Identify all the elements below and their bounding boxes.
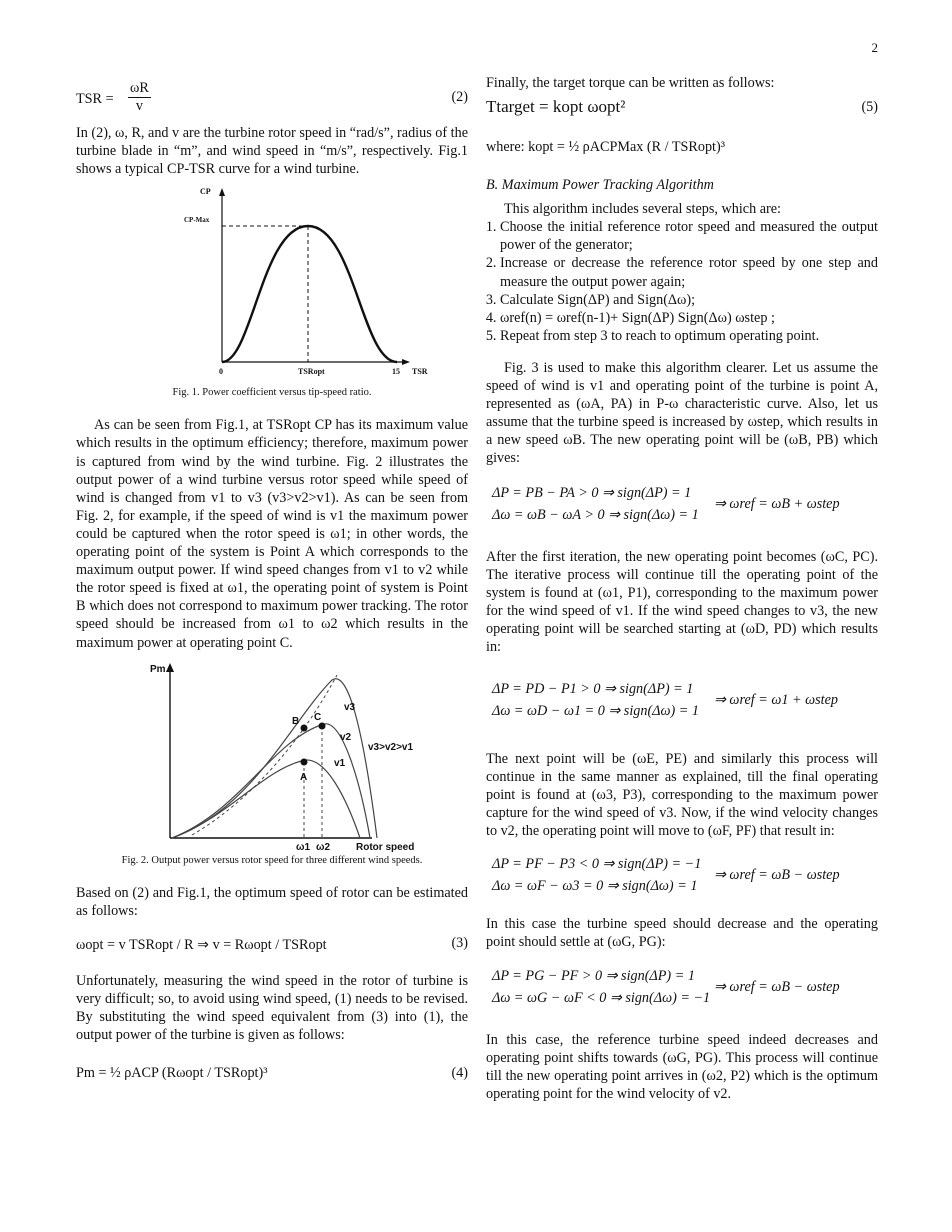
equation-5-where xyxy=(486,124,878,168)
sys2-result: ⇒ ωref = ω1 + ωstep xyxy=(714,692,839,709)
fig2-y-label: Pm xyxy=(150,663,166,675)
fig2-legend: v3>v2>v1 xyxy=(368,741,414,753)
equation-5 xyxy=(486,94,878,122)
sys3-result: ⇒ ωref = ωB − ωstep xyxy=(714,866,840,883)
sys4-line1: ΔP = PG − PF > 0 ⇒ sign(ΔP) = 1 xyxy=(492,967,695,984)
figure-1-caption: Fig. 1. Power coefficient versus tip-speed ratio. xyxy=(172,387,372,399)
step-item: 2. Increase or decrease the reference rotor speed by one step and measure the output power again; xyxy=(500,254,878,290)
sys2-line1: ΔP = PD − P1 > 0 ⇒ sign(ΔP) = 1 xyxy=(492,681,694,698)
sys1-result: ⇒ ωref = ωB + ωstep xyxy=(714,495,840,512)
sys3-line1: ΔP = PF − P3 < 0 ⇒ sign(ΔP) = −1 xyxy=(492,855,702,872)
figure-2-power-vs-rotor-speed xyxy=(102,660,442,853)
algorithm-steps xyxy=(486,218,878,345)
paragraph-fig3: Fig. 3 is used to make this algorithm clearer. Let us assume the speed of wind is v1 and operating point of the turbine is point A, represented as (ωA, PA) in P-ω characteristic curve. Also, let us assume that the turbine speed is increased by ωstep, which results in a new speed ωB. The new operating point will be (ωB, PB) which gives: xyxy=(486,359,878,467)
step-item: 5. Repeat from step 3 to reach to optimum operating point. xyxy=(500,327,878,345)
paragraph-next-point: The next point will be (ωE, PE) and similarly this process will continue in the same manner as explained, till the final operating point is found at (ω3, P3), corresponding to the maximum power capture for the wind speed of v3. Now, if the wind velocity changes to v2, the operating point will move to (ωF, PF) that result in: xyxy=(486,751,878,840)
equation-system-2 xyxy=(486,670,878,740)
equation-system-3 xyxy=(486,849,878,907)
right-column xyxy=(486,74,878,1103)
sys1-line1: ΔP = PB − PA > 0 ⇒ sign(ΔP) = 1 xyxy=(492,484,692,501)
eq3-number: (3) xyxy=(451,934,468,951)
fig1-x-tsropt: TSRopt xyxy=(298,367,325,377)
section-heading: B. Maximum Power Tracking Algorithm xyxy=(486,177,714,194)
eq2-numerator: ωR xyxy=(130,80,149,96)
eq2-lhs: TSR = xyxy=(76,91,114,107)
equation-system-1 xyxy=(486,476,878,538)
fig1-x-axis-label: TSR xyxy=(412,367,428,377)
fig2-point-a: A xyxy=(300,771,308,783)
sys3-line2: Δω = ωF − ω3 = 0 ⇒ sign(Δω) = 1 xyxy=(492,877,698,894)
sys4-line2: Δω = ωG − ωF < 0 ⇒ sign(Δω) = −1 xyxy=(492,989,711,1006)
page-number: 2 xyxy=(871,40,878,55)
paragraph-fig-discussion: As can be seen from Fig.1, at TSRopt CP has its maximum value which results in the optimum efficiency; therefore, maximum power is captured from wind by the wind turbine. Fig. 2 illustrates the output power of a wind turbine versus rotor speed while speed of wind is changed from v1 to v3 (v3>v2>v1). As can be seen from Fig. 2, for example, if the speed of wind is v1 the maximum power could be captured when the rotor speed is ω1; in other words, the operating point of the system is Point A which corresponds to the maximum output power. If wind speed changes from v1 to v2 while the rotor speed is fixed at ω1, the operating point of system is Point B which does not correspond to maximum power tracking. The rotor speed should be increased from ω1 to ω2 which results in the maximum power at operating point C. xyxy=(76,417,468,651)
eq2-fraction xyxy=(128,80,151,115)
paragraph-decrease: In this case the turbine speed should decrease and the operating point should settle at (ωG, PG): xyxy=(486,915,878,950)
equation-3 xyxy=(76,922,468,970)
algorithm-intro: This algorithm includes several steps, which are: xyxy=(504,201,781,218)
sys1-line2: Δω = ωB − ωA > 0 ⇒ sign(Δω) = 1 xyxy=(492,506,699,523)
sys4-result: ⇒ ωref = ωB − ωstep xyxy=(714,978,840,995)
step-item: 3. Calculate Sign(ΔP) and Sign(Δω); xyxy=(500,291,878,309)
eq4-number: (4) xyxy=(451,1065,468,1082)
fig2-point-c: C xyxy=(314,711,322,723)
step-item: 1. Choose the initial reference rotor speed and measured the output power of the generator; xyxy=(500,218,878,254)
fig2-v1: v1 xyxy=(334,757,346,769)
step-item: 4. ωref(n) = ωref(n-1)+ Sign(ΔP) Sign(Δω) ωstep ; xyxy=(500,309,878,327)
fig2-v2: v2 xyxy=(340,731,352,743)
eq3-text: ωopt = v TSRopt / R ⇒ v = Rωopt / TSRopt xyxy=(76,936,327,953)
equation-4 xyxy=(76,1046,468,1098)
fig2-w2: ω2 xyxy=(316,841,331,853)
eq2-denominator: v xyxy=(135,98,143,114)
eq5-number: (5) xyxy=(861,99,878,116)
paragraph-wind-measurement: Unfortunately, measuring the wind speed in the rotor of turbine is very difficult; so, to avoid using wind speed, (1) needs to be revised. By substituting the wind speed equivalent from (3) into (1), the output power of the turbine is given as follows: xyxy=(76,972,468,1044)
equation-system-4 xyxy=(486,959,878,1021)
paragraph-intro: In (2), ω, R, and v are the turbine rotor speed in “rad/s”, radius of the turbine blade in “m”, and wind speed in “m/s”, respectively. Fig.1 shows a typical CP-TSR curve for a wind turbine. xyxy=(76,125,468,178)
fig2-x-axis-label: Rotor speed xyxy=(356,841,415,853)
figure-1-cp-tsr-curve xyxy=(122,186,428,382)
fig2-w1: ω1 xyxy=(296,841,311,853)
figure-2-caption: Fig. 2. Output power versus rotor speed for three different wind speeds. xyxy=(121,854,423,866)
eq5-where-text: where: kopt = ½ ρACPMax (R / TSRopt)³ xyxy=(486,139,725,156)
eq2-number: (2) xyxy=(451,89,468,105)
fig2-point-b: B xyxy=(292,715,300,727)
paragraph-target-torque: Finally, the target torque can be written as follows: xyxy=(486,75,775,91)
paragraph-conclusion: In this case, the reference turbine speed indeed decreases and operating point shifts towards (ωG, PG). This process will continue till the new operating point arrives in (ω2, P2) which is the optimum operating point for the wind velocity of v2. xyxy=(486,1031,878,1102)
eq4-text: Pm = ½ ρACP (Rωopt / TSRopt)³ xyxy=(76,1065,268,1082)
eq5-text: Ttarget = kopt ωopt² xyxy=(486,97,626,117)
sys2-line2: Δω = ωD − ω1 = 0 ⇒ sign(Δω) = 1 xyxy=(492,703,700,720)
equation-2 xyxy=(76,76,468,122)
fig1-cp-max-label: CP-Max xyxy=(184,216,210,225)
paragraph-iteration: After the first iteration, the new operating point becomes (ωC, PC). The iterative process will continue till the operating point of the system is found at (ω1, P1), corresponding to the maximum power for the wind speed of v1. If the wind speed changes to v3, the new operating point will be searched starting at (ωD, PD) which results in: xyxy=(486,548,878,655)
fig1-x-15: 15 xyxy=(392,367,400,377)
fig2-v3: v3 xyxy=(344,701,356,713)
left-column xyxy=(76,74,468,1100)
fig1-x-zero: 0 xyxy=(219,367,223,377)
fig1-y-label: CP xyxy=(200,187,211,197)
paragraph-optimum-speed: Based on (2) and Fig.1, the optimum speed of rotor can be estimated as follows: xyxy=(76,884,468,919)
